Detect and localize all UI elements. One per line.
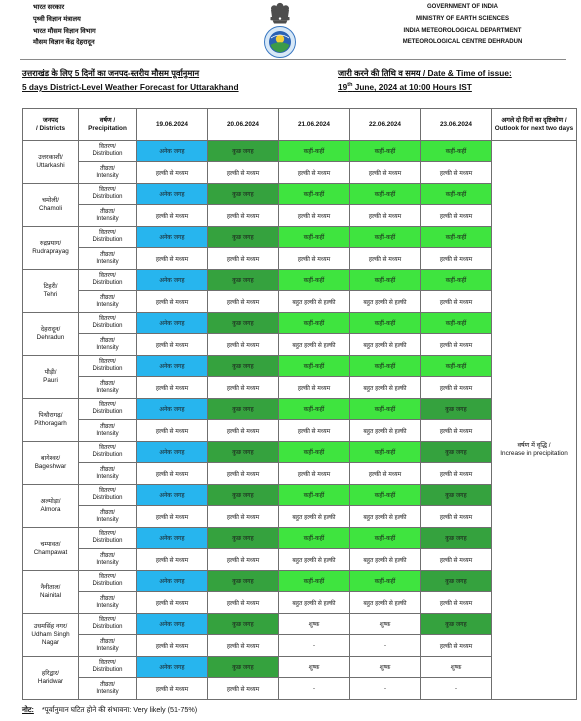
govt-name-english: GOVERNMENT OF INDIA (426, 4, 498, 10)
intensity-cell: हल्की से मध्यम (137, 678, 208, 700)
distribution-cell: कुछ जगह (421, 442, 492, 463)
intensity-label-cell (79, 334, 137, 356)
distribution-cell: कुछ जगह (208, 184, 279, 205)
distribution-cell: कुछ जगह (208, 528, 279, 549)
distribution-cell: कहीं-कहीं (350, 528, 421, 549)
outlook-text-english: Increase in precipitation (500, 450, 568, 457)
distribution-cell: कहीं-कहीं (279, 528, 350, 549)
intensity-cell: बहुत हल्की से हल्की (350, 549, 421, 571)
district-name-hindi: पिथौरागढ़/ (38, 412, 63, 420)
distribution-label-hindi: वितरण/ (99, 402, 116, 409)
footer-note (22, 705, 197, 715)
intensity-cell: हल्की से मध्यम (279, 248, 350, 270)
distribution-cell: कुछ जगह (208, 313, 279, 334)
distribution-label-cell (79, 657, 137, 678)
district-name-english: Uttarkashi (36, 162, 65, 169)
distribution-label-hindi: वितरण/ (99, 531, 116, 538)
distribution-cell: कहीं-कहीं (421, 184, 492, 205)
intensity-cell: बहुत हल्की से हल्की (279, 549, 350, 571)
distribution-cell: शुष्क (279, 657, 350, 678)
forecast-table-body (23, 141, 577, 700)
intensity-cell: हल्की से मध्यम (421, 162, 492, 184)
distribution-cell: अनेक जगह (137, 313, 208, 334)
intensity-label-cell (79, 162, 137, 184)
intensity-label-english: Intensity (96, 344, 119, 351)
distribution-label-cell (79, 485, 137, 506)
intensity-cell: बहुत हल्की से हल्की (279, 334, 350, 356)
ministry-name-hindi: पृथ्वी विज्ञान मंत्रालय (33, 15, 81, 23)
distribution-cell: अनेक जगह (137, 270, 208, 291)
distribution-cell: कहीं-कहीं (279, 485, 350, 506)
department-name-english: INDIA METEOROLOGICAL DEPARTMENT (403, 27, 522, 34)
intensity-label-cell (79, 420, 137, 442)
intensity-cell: बहुत हल्की से हल्की (350, 334, 421, 356)
district-name-hindi: नैनीताल/ (40, 584, 61, 592)
intensity-cell: हल्की से मध्यम (208, 162, 279, 184)
intensity-label-cell (79, 291, 137, 313)
intensity-label-english: Intensity (96, 430, 119, 437)
distribution-cell: कुछ जगह (208, 442, 279, 463)
distribution-label-english: Distribution (92, 409, 123, 415)
district-name-english: Udham Singh Nagar (31, 631, 70, 646)
outlook-header-english: Outlook for next two days (494, 124, 574, 132)
district-name-hindi: चम्पावत/ (40, 541, 61, 549)
distribution-cell: कुछ जगह (208, 614, 279, 635)
district-name-english: Dehradun (36, 334, 65, 341)
distribution-label-cell (79, 571, 137, 592)
intensity-label-hindi: तीव्रता/ (100, 509, 115, 516)
intensity-cell: हल्की से मध्यम (137, 549, 208, 571)
distribution-row (23, 141, 577, 162)
district-cell (23, 485, 79, 528)
govt-name-hindi: भारत सरकार (33, 4, 65, 11)
intensity-cell: हल्की से मध्यम (279, 377, 350, 399)
distribution-cell: कुछ जगह (208, 571, 279, 592)
intensity-label-english: Intensity (96, 301, 119, 308)
district-cell (23, 614, 79, 657)
district-name-hindi: अल्मोड़ा/ (40, 498, 61, 506)
intensity-cell: हल्की से मध्यम (137, 162, 208, 184)
intensity-cell: हल्की से मध्यम (137, 420, 208, 442)
intensity-cell: हल्की से मध्यम (208, 377, 279, 399)
intensity-cell: बहुत हल्की से हल्की (350, 377, 421, 399)
ministry-name-english: MINISTRY OF EARTH SCIENCES (415, 15, 509, 22)
date-header: 23.06.2024 (421, 109, 492, 141)
district-name-hindi: उत्तरकाशी/ (38, 154, 63, 162)
distribution-cell: अनेक जगह (137, 571, 208, 592)
intensity-cell: हल्की से मध्यम (137, 592, 208, 614)
distribution-cell: कहीं-कहीं (350, 227, 421, 248)
distribution-cell: कहीं-कहीं (279, 399, 350, 420)
outlook-cell (492, 141, 577, 700)
intensity-label-hindi: तीव्रता/ (100, 337, 115, 344)
intensity-label-cell (79, 678, 137, 700)
intensity-cell: हल्की से मध्यम (421, 592, 492, 614)
intensity-label-hindi: तीव्रता/ (100, 423, 115, 430)
intensity-label-hindi: तीव्रता/ (100, 681, 115, 688)
district-cell (23, 442, 79, 485)
note-text: *पूर्वानुमान घटित होने की संभावना: Very likely (51-75%) (41, 705, 198, 714)
department-name-hindi: भारत मौसम विज्ञान विभाग (33, 27, 96, 35)
intensity-label-english: Intensity (96, 258, 119, 265)
issue-day-suffix: th (347, 82, 353, 89)
intensity-cell: - (279, 635, 350, 657)
distribution-cell: शुष्क (279, 614, 350, 635)
intensity-cell: हल्की से मध्यम (421, 549, 492, 571)
header-divider (20, 59, 566, 60)
distribution-cell: कहीं-कहीं (421, 141, 492, 162)
distribution-label-cell (79, 399, 137, 420)
distribution-label-hindi: वितरण/ (99, 574, 116, 581)
distribution-cell: कहीं-कहीं (279, 356, 350, 377)
intensity-label-english: Intensity (96, 387, 119, 394)
intensity-cell: हल्की से मध्यम (421, 248, 492, 270)
intensity-cell: हल्की से मध्यम (279, 205, 350, 227)
forecast-title-english: 5 days District-Level Weather Forecast for Uttarakhand (22, 82, 239, 92)
district-name-hindi: उधमसिंह नगर/ (33, 623, 68, 631)
intensity-label-hindi: तीव्रता/ (100, 251, 115, 258)
intensity-cell: हल्की से मध्यम (137, 506, 208, 528)
distribution-cell: अनेक जगह (137, 227, 208, 248)
date-header: 19.06.2024 (137, 109, 208, 141)
intensity-label-english: Intensity (96, 473, 119, 480)
intensity-label-cell (79, 592, 137, 614)
distribution-label-english: Distribution (92, 237, 123, 243)
distribution-cell: अनेक जगह (137, 356, 208, 377)
intensity-label-english: Intensity (96, 516, 119, 523)
intensity-label-cell (79, 635, 137, 657)
distribution-label-cell (79, 528, 137, 549)
distribution-cell: शुष्क (350, 614, 421, 635)
district-name-hindi: पौड़ी/ (44, 369, 57, 377)
intensity-label-cell (79, 377, 137, 399)
intensity-cell: बहुत हल्की से हल्की (279, 592, 350, 614)
intensity-label-english: Intensity (96, 645, 119, 652)
district-cell (23, 399, 79, 442)
distribution-label-hindi: वितरण/ (99, 660, 116, 667)
intensity-label-hindi: तीव्रता/ (100, 165, 115, 172)
district-cell (23, 313, 79, 356)
intensity-cell: हल्की से मध्यम (421, 506, 492, 528)
district-name-hindi: देहरादून/ (40, 326, 61, 334)
issue-label: जारी करने की तिथि व समय / Date & Time of issue: (338, 68, 512, 78)
outlook-header (492, 109, 577, 141)
distribution-label-hindi: वितरण/ (99, 144, 116, 151)
distribution-cell: कहीं-कहीं (279, 571, 350, 592)
distribution-cell: कहीं-कहीं (421, 356, 492, 377)
date-header: 21.06.2024 (279, 109, 350, 141)
districts-header (23, 109, 79, 141)
header-hindi-block (33, 2, 96, 49)
distribution-cell: कहीं-कहीं (279, 141, 350, 162)
district-name-english: Almora (40, 506, 61, 513)
intensity-cell: हल्की से मध्यम (208, 635, 279, 657)
precipitation-header (79, 109, 137, 141)
intensity-cell: हल्की से मध्यम (279, 463, 350, 485)
forecast-title-hindi: उत्तराखंड के लिए 5 दिनों का जनपद-स्तरीय मौसम पूर्वानुमान (22, 68, 200, 78)
intensity-label-english: Intensity (96, 559, 119, 566)
distribution-cell: कहीं-कहीं (350, 141, 421, 162)
intensity-cell: हल्की से मध्यम (350, 205, 421, 227)
distribution-cell: कहीं-कहीं (350, 270, 421, 291)
intensity-label-hindi: तीव्रता/ (100, 638, 115, 645)
intensity-label-hindi: तीव्रता/ (100, 294, 115, 301)
distribution-label-cell (79, 313, 137, 334)
distribution-cell: कुछ जगह (421, 528, 492, 549)
distribution-label-hindi: वितरण/ (99, 273, 116, 280)
intensity-cell: हल्की से मध्यम (137, 463, 208, 485)
distribution-cell: कुछ जगह (421, 485, 492, 506)
districts-header-english: / Districts (35, 124, 66, 132)
distribution-cell: कुछ जगह (208, 270, 279, 291)
forecast-table (22, 108, 577, 700)
intensity-label-hindi: तीव्रता/ (100, 595, 115, 602)
distribution-label-english: Distribution (92, 667, 123, 673)
issue-date-rest: June, 2024 at 10:00 Hours IST (352, 82, 472, 92)
distribution-cell: कुछ जगह (421, 399, 492, 420)
distribution-label-english: Distribution (92, 624, 123, 630)
date-header: 20.06.2024 (208, 109, 279, 141)
header-english-block (392, 2, 533, 49)
distribution-cell: कहीं-कहीं (279, 270, 350, 291)
intensity-cell: हल्की से मध्यम (421, 420, 492, 442)
distribution-cell: शुष्क (421, 657, 492, 678)
distribution-cell: अनेक जगह (137, 657, 208, 678)
distribution-cell: अनेक जगह (137, 141, 208, 162)
district-cell (23, 657, 79, 700)
district-cell (23, 571, 79, 614)
distribution-cell: कहीं-कहीं (350, 399, 421, 420)
distribution-label-cell (79, 356, 137, 377)
imd-logo-icon (265, 27, 296, 58)
distribution-cell: कहीं-कहीं (279, 184, 350, 205)
issue-day: 19 (338, 82, 348, 92)
intensity-cell: हल्की से मध्यम (350, 162, 421, 184)
distribution-cell: अनेक जगह (137, 614, 208, 635)
precipitation-header-hindi: वर्षण / (99, 117, 116, 125)
district-cell (23, 141, 79, 184)
distribution-cell: कुछ जगह (208, 657, 279, 678)
intensity-label-english: Intensity (96, 172, 119, 179)
distribution-cell: कुछ जगह (208, 227, 279, 248)
distribution-label-english: Distribution (92, 581, 123, 587)
district-name-hindi: चमोली/ (41, 197, 60, 205)
distribution-label-hindi: वितरण/ (99, 488, 116, 495)
intensity-cell: हल्की से मध्यम (208, 420, 279, 442)
distribution-cell: कहीं-कहीं (350, 356, 421, 377)
distribution-label-hindi: वितरण/ (99, 187, 116, 194)
district-name-hindi: बागेश्वर/ (40, 455, 61, 463)
centre-name-hindi: मौसम विज्ञान केंद्र देहरादून (33, 39, 95, 47)
district-name-english: Haridwar (37, 678, 64, 685)
outlook-header-hindi: अगले दो दिनों का दृष्टिकोण / (501, 117, 567, 125)
outlook-text-hindi: वर्षण में वृद्धि / (517, 441, 551, 449)
district-name-english: Bageshwar (34, 463, 67, 470)
distribution-label-english: Distribution (92, 280, 123, 286)
district-cell (23, 356, 79, 399)
intensity-cell: हल्की से मध्यम (137, 291, 208, 313)
intensity-label-cell (79, 248, 137, 270)
distribution-label-hindi: वितरण/ (99, 359, 116, 366)
distribution-cell: कुछ जगह (208, 399, 279, 420)
district-name-hindi: हरिद्वार/ (41, 670, 60, 678)
note-label: नोट: (22, 705, 34, 714)
district-cell (23, 528, 79, 571)
intensity-label-cell (79, 205, 137, 227)
district-cell (23, 270, 79, 313)
district-name-english: Champawat (33, 549, 68, 556)
distribution-cell: कुछ जगह (421, 614, 492, 635)
distribution-cell: कहीं-कहीं (350, 485, 421, 506)
ashoka-emblem-icon (271, 3, 290, 24)
intensity-cell: बहुत हल्की से हल्की (279, 506, 350, 528)
distribution-label-hindi: वितरण/ (99, 316, 116, 323)
district-name-english: Nainital (40, 592, 61, 599)
intensity-cell: हल्की से मध्यम (208, 248, 279, 270)
intensity-label-hindi: तीव्रता/ (100, 208, 115, 215)
intensity-label-cell (79, 549, 137, 571)
intensity-cell: हल्की से मध्यम (208, 334, 279, 356)
distribution-label-cell (79, 227, 137, 248)
distribution-label-cell (79, 442, 137, 463)
intensity-cell: हल्की से मध्यम (208, 291, 279, 313)
intensity-cell: हल्की से मध्यम (208, 463, 279, 485)
distribution-label-english: Distribution (92, 323, 123, 329)
distribution-label-hindi: वितरण/ (99, 230, 116, 237)
intensity-cell: बहुत हल्की से हल्की (350, 592, 421, 614)
forecast-title (22, 66, 332, 94)
district-name-hindi: टिहरी/ (43, 283, 58, 291)
distribution-cell: अनेक जगह (137, 399, 208, 420)
intensity-cell: हल्की से मध्यम (421, 291, 492, 313)
district-cell (23, 184, 79, 227)
distribution-cell: अनेक जगह (137, 184, 208, 205)
intensity-cell: हल्की से मध्यम (208, 678, 279, 700)
intensity-label-cell (79, 506, 137, 528)
distribution-cell: कहीं-कहीं (421, 313, 492, 334)
intensity-cell: हल्की से मध्यम (421, 635, 492, 657)
district-name-english: Rudraprayag (32, 248, 69, 255)
distribution-cell: कहीं-कहीं (350, 184, 421, 205)
distribution-label-english: Distribution (92, 538, 123, 544)
intensity-label-english: Intensity (96, 688, 119, 695)
distribution-cell: अनेक जगह (137, 442, 208, 463)
distribution-label-english: Distribution (92, 366, 123, 372)
intensity-cell: हल्की से मध्यम (208, 205, 279, 227)
district-name-hindi: रुद्रप्रयाग/ (39, 240, 62, 248)
intensity-cell: हल्की से मध्यम (350, 463, 421, 485)
district-name-english: Pithoragarh (34, 420, 67, 427)
intensity-cell: हल्की से मध्यम (137, 635, 208, 657)
precipitation-header-english: Precipitation (88, 124, 127, 132)
issue-info (338, 66, 576, 94)
distribution-cell: कहीं-कहीं (279, 313, 350, 334)
distribution-label-english: Distribution (92, 452, 123, 458)
intensity-cell: हल्की से मध्यम (208, 506, 279, 528)
intensity-cell: बहुत हल्की से हल्की (350, 420, 421, 442)
distribution-cell: कहीं-कहीं (350, 442, 421, 463)
distribution-cell: कहीं-कहीं (279, 227, 350, 248)
intensity-cell: - (279, 678, 350, 700)
distribution-label-english: Distribution (92, 151, 123, 157)
intensity-cell: हल्की से मध्यम (137, 248, 208, 270)
intensity-label-hindi: तीव्रता/ (100, 466, 115, 473)
distribution-label-english: Distribution (92, 495, 123, 501)
intensity-cell: हल्की से मध्यम (208, 592, 279, 614)
table-header-row (23, 109, 577, 141)
intensity-cell: हल्की से मध्यम (208, 549, 279, 571)
intensity-label-cell (79, 463, 137, 485)
intensity-cell: बहुत हल्की से हल्की (350, 506, 421, 528)
intensity-cell: हल्की से मध्यम (279, 420, 350, 442)
distribution-cell: कुछ जगह (208, 141, 279, 162)
distribution-cell: कहीं-कहीं (350, 313, 421, 334)
intensity-label-english: Intensity (96, 215, 119, 222)
intensity-cell: हल्की से मध्यम (137, 377, 208, 399)
intensity-cell: - (421, 678, 492, 700)
distribution-cell: कहीं-कहीं (350, 571, 421, 592)
intensity-label-hindi: तीव्रता/ (100, 552, 115, 559)
district-cell (23, 227, 79, 270)
district-name-english: Tehri (43, 291, 58, 298)
intensity-cell: हल्की से मध्यम (350, 248, 421, 270)
distribution-cell: कुछ जगह (208, 485, 279, 506)
district-name-english: Pauri (43, 377, 58, 384)
distribution-cell: कुछ जगह (208, 356, 279, 377)
distribution-cell: कहीं-कहीं (279, 442, 350, 463)
intensity-cell: हल्की से मध्यम (421, 334, 492, 356)
distribution-label-cell (79, 614, 137, 635)
issue-datetime (338, 80, 576, 94)
date-header: 22.06.2024 (350, 109, 421, 141)
distribution-label-cell (79, 184, 137, 205)
distribution-cell: कहीं-कहीं (421, 227, 492, 248)
intensity-cell: हल्की से मध्यम (137, 205, 208, 227)
intensity-cell: हल्की से मध्यम (421, 205, 492, 227)
distribution-label-cell (79, 141, 137, 162)
distribution-label-hindi: वितरण/ (99, 617, 116, 624)
distribution-cell: कुछ जगह (421, 571, 492, 592)
distribution-cell: अनेक जगह (137, 485, 208, 506)
distribution-label-cell (79, 270, 137, 291)
distribution-label-hindi: वितरण/ (99, 445, 116, 452)
intensity-cell: हल्की से मध्यम (137, 334, 208, 356)
intensity-cell: - (350, 678, 421, 700)
intensity-cell: बहुत हल्की से हल्की (279, 291, 350, 313)
district-name-english: Chamoli (38, 205, 63, 212)
centre-name-english: METEOROLOGICAL CENTRE DEHRADUN (402, 39, 523, 46)
logo-group (260, 1, 300, 59)
distribution-cell: अनेक जगह (137, 528, 208, 549)
distribution-cell: कहीं-कहीं (421, 270, 492, 291)
intensity-label-hindi: तीव्रता/ (100, 380, 115, 387)
districts-header-hindi: जनपद (42, 117, 59, 125)
distribution-cell: शुष्क (350, 657, 421, 678)
distribution-label-english: Distribution (92, 194, 123, 200)
intensity-cell: हल्की से मध्यम (279, 162, 350, 184)
intensity-cell: - (350, 635, 421, 657)
intensity-cell: हल्की से मध्यम (421, 463, 492, 485)
intensity-cell: हल्की से मध्यम (421, 377, 492, 399)
intensity-cell: बहुत हल्की से हल्की (350, 291, 421, 313)
intensity-label-english: Intensity (96, 602, 119, 609)
